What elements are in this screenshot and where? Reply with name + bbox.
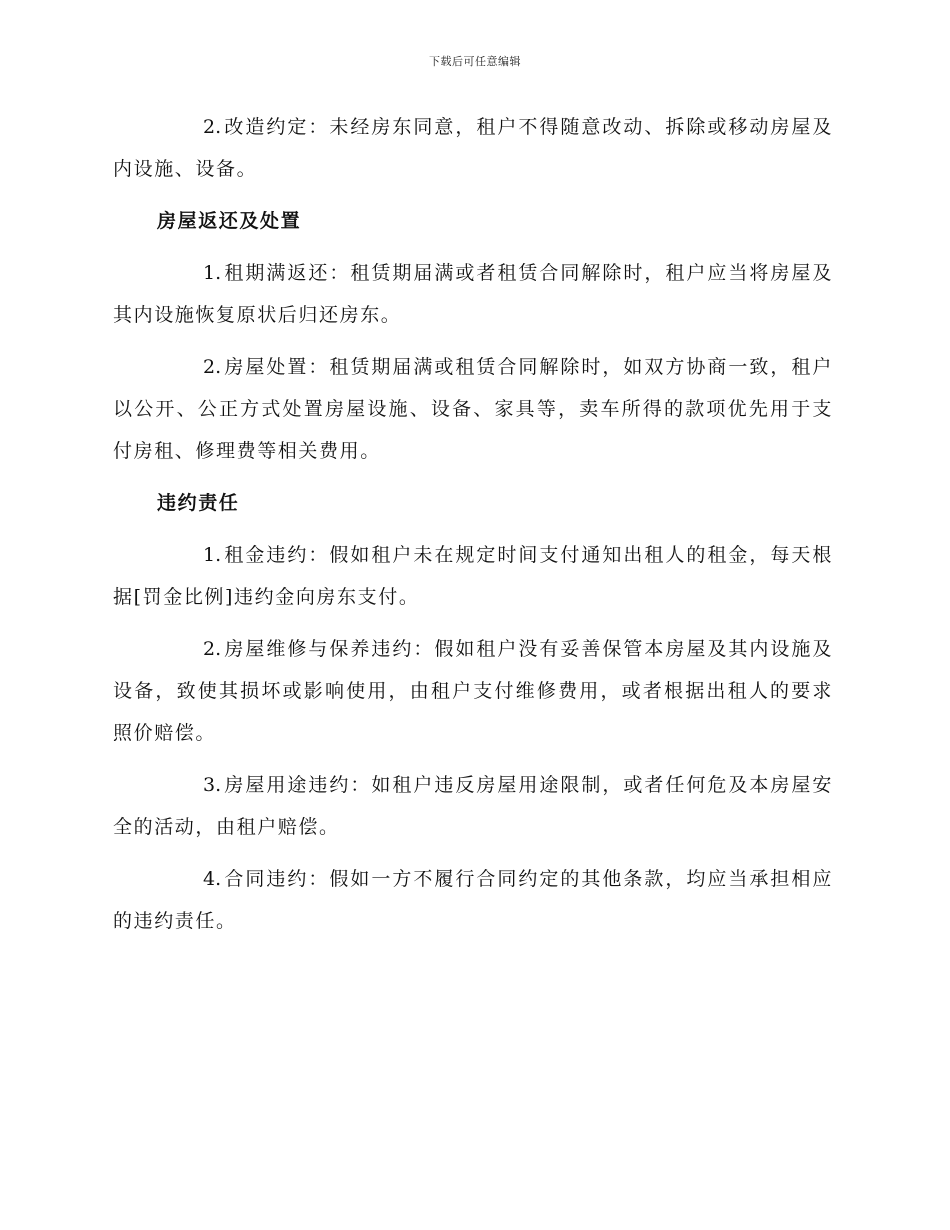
return-clause-2 — [113, 346, 833, 472]
clause-number: 3. — [203, 774, 222, 796]
return-clause-1 — [113, 252, 833, 336]
clause-text: 租期满返还：租赁期届满或者租赁合同解除时，租户应当将房屋及其内设施恢复原状后归还房东。 — [113, 262, 833, 326]
breach-clause-3 — [113, 764, 833, 848]
clause-number: 4. — [203, 868, 222, 890]
clause-number: 1. — [203, 544, 222, 566]
clause-text: 合同违约：假如一方不履行合同约定的其他条款，均应当承担相应的违约责任。 — [113, 868, 833, 932]
clause-number: 2. — [203, 116, 222, 138]
breach-clause-1 — [113, 534, 833, 618]
section-heading-breach: 违约责任 — [157, 492, 240, 514]
page-header: 下载后可任意编辑 — [429, 55, 521, 68]
clause-number: 2. — [203, 638, 222, 660]
breach-clause-4 — [113, 858, 833, 942]
clause-text: 房屋处置：租赁期届满或租赁合同解除时，如双方协商一致，租户以公开、公正方式处置房屋设施、设备、家具等，卖车所得的款项优先用于支付房租、修理费等相关费用。 — [113, 356, 833, 462]
clause-text: 租金违约：假如租户未在规定时间支付通知出租人的租金，每天根据[罚金比例]违约金向房东支付。 — [113, 544, 833, 608]
clause-text: 房屋用途违约：如租户违反房屋用途限制，或者任何危及本房屋安全的活动，由租户赔偿。 — [113, 774, 833, 838]
clause-text: 改造约定：未经房东同意，租户不得随意改动、拆除或移动房屋及内设施、设备。 — [113, 116, 833, 180]
clause-text: 房屋维修与保养违约：假如租户没有妥善保管本房屋及其内设施及设备，致使其损坏或影响使用，由租户支付维修费用，或者根据出租人的要求照价赔偿。 — [113, 638, 833, 744]
breach-clause-2 — [113, 628, 833, 754]
section-heading-return: 房屋返还及处置 — [157, 210, 302, 232]
clause-number: 2. — [203, 356, 222, 378]
modification-clause — [113, 106, 833, 190]
clause-number: 1. — [203, 262, 222, 284]
